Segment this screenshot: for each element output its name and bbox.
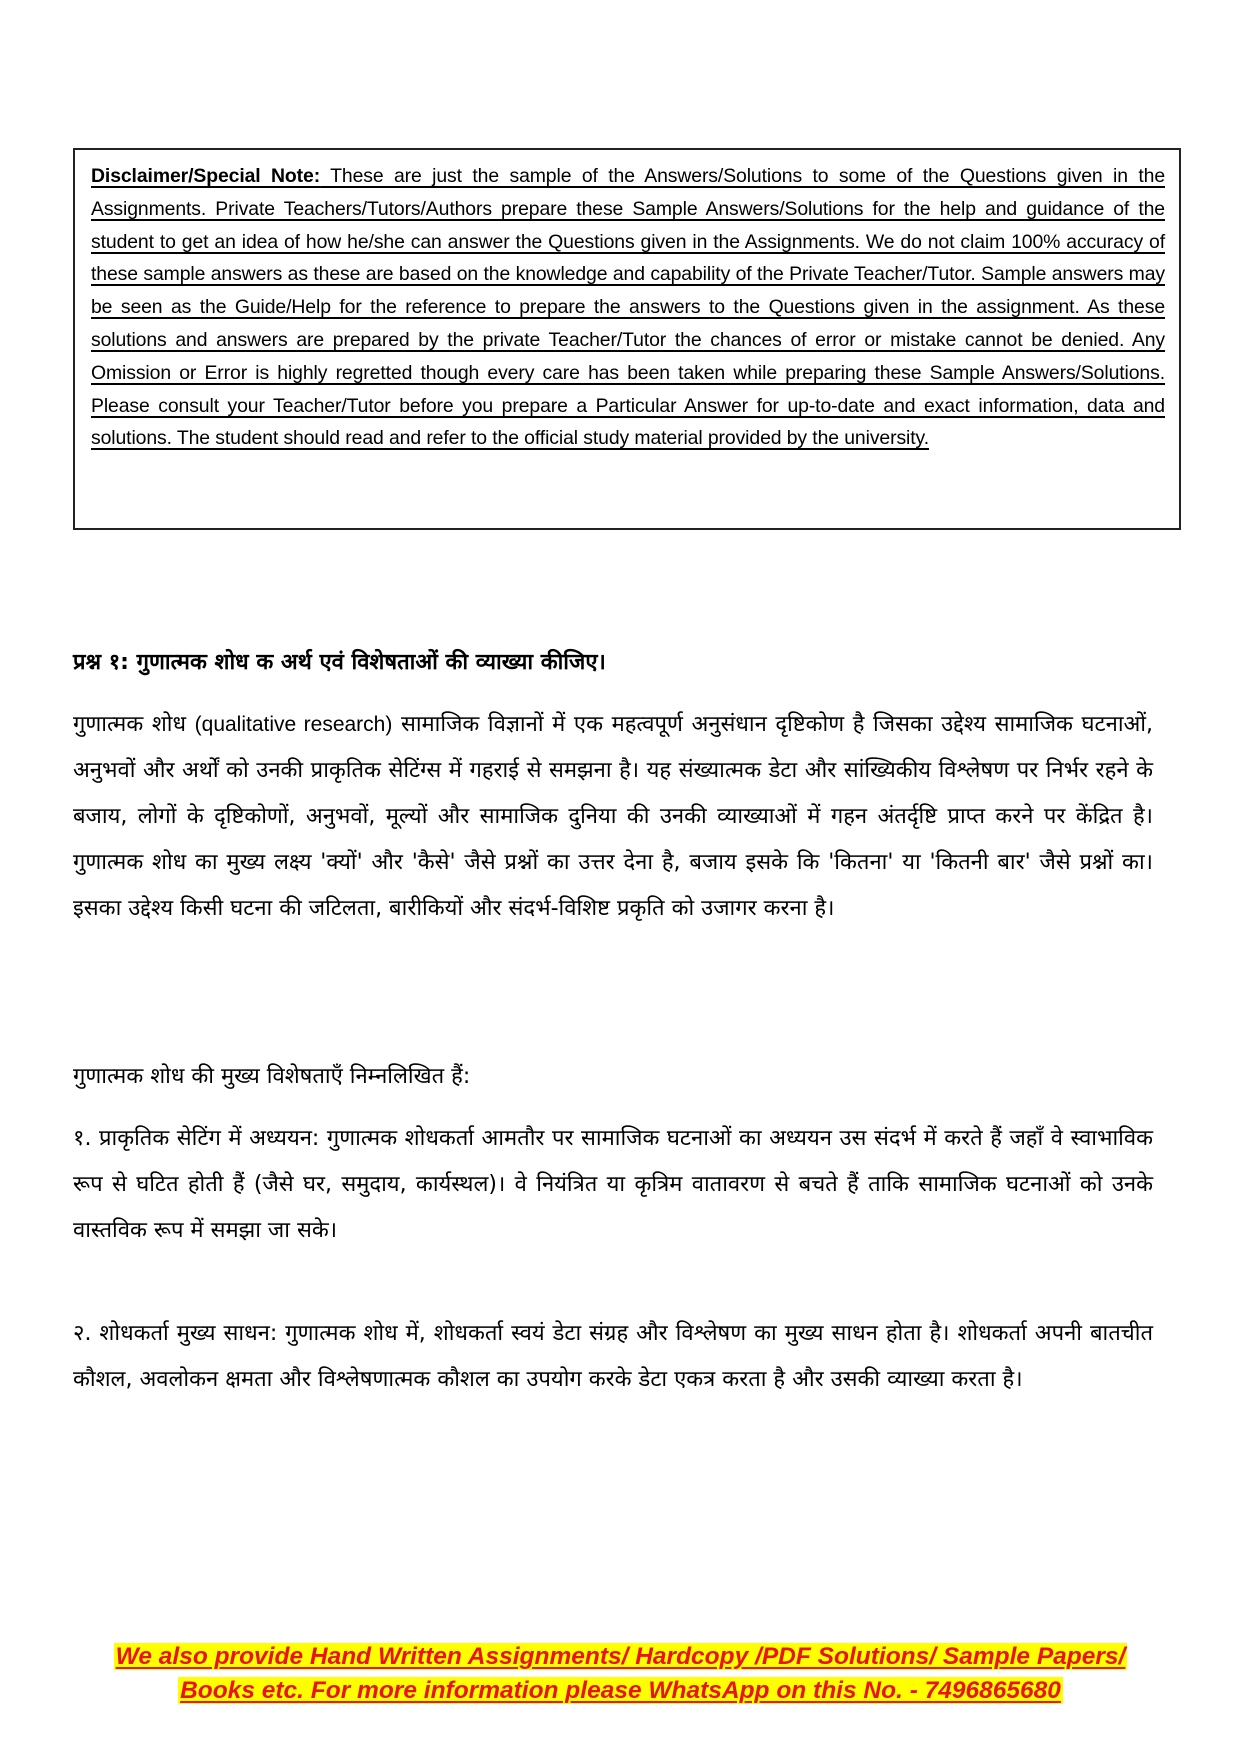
disclaimer-text (91, 160, 1165, 455)
disclaimer-box (73, 148, 1181, 530)
feature-point-2: २. शोधकर्ता मुख्य साधन: गुणात्मक शोध में, शोधकर्ता स्वयं डेटा संग्रह और विश्लेषण का मुख्य साधन होता है। शोधकर्ता अपनी बातचीत कौशल, अवलोकन क्षमता और विश्लेषणात्मक कौशल का उपयोग करके डेटा एकत्र करता है और उसकी व्याख्या करता है। (73, 1321, 1153, 1392)
disclaimer-lead: Disclaimer/Special Note: (91, 165, 321, 187)
promo-line-1: We also provide Hand Written Assignments/ Hardcopy /PDF Solutions/ Sample Papers/ (115, 1643, 1126, 1670)
intro-latin-term: (qualitative research) (194, 713, 393, 736)
promo-line-2: Books etc. For more information please WhatsApp on this No. - 7496865680 (180, 1677, 1061, 1704)
intro-text: सामाजिक विज्ञानों में एक महत्वपूर्ण अनुसंधान दृष्टिकोण है जिसका उद्देश्य सामाजिक घटनाओं, अनुभवों और अर्थों को उनकी प्राकृतिक सेटिंग्स में गहराई से समझना है। यह संख्यात्मक डेटा और सांख्यिकीय विश्लेषण पर निर्भर रहने के बजाय, लोगों के दृष्टिकोणों, अनुभवों, मूल्यों और सामाजिक दुनिया की उनकी व्याख्याओं में गहन अंतर्दृष्टि प्राप्त करने पर केंद्रित है। गुणात्मक शोध का मुख्य लक्ष्य 'क्यों' और 'कैसे' जैसे प्रश्नों का उत्तर देना है, बजाय इसके कि 'कितना' या 'कितनी बार' जैसे प्रश्नों का। इसका उद्देश्य किसी घटना की जटिलता, बारीकियों और संदर्भ-विशिष्ट प्रकृति को उजागर करना है। (73, 712, 1153, 921)
features-lead-paragraph: गुणात्मक शोध की मुख्य विशेषताएँ निम्नलिखित हैं: (73, 1064, 471, 1089)
question-heading: प्रश्न १: गुणात्मक शोध क अर्थ एवं विशेषताओं की व्याख्या कीजिए। (73, 650, 606, 675)
answer-intro-paragraph (73, 702, 1153, 932)
feature-point-1: १. प्राकृतिक सेटिंग में अध्ययन: गुणात्मक शोधकर्ता आमतौर पर सामाजिक घटनाओं का अध्ययन उस संदर्भ में करते हैं जहाँ वे स्वाभाविक रूप से घटित होती हैं (जैसे घर, समुदाय, कार्यस्थल)। वे नियंत्रित या कृत्रिम वातावरण से बचते हैं ताकि सामाजिक घटनाओं को उनके वास्तविक रूप में समझा जा सके। (73, 1126, 1153, 1243)
disclaimer-body: These are just the sample of the Answers/Solutions to some of the Questions given in the Assignments. Private Teachers/Tutors/Authors prepare these Sample Answers/Solutions for the help and guidance of the student to get an idea of how he/she can answer the Questions given in the Assignments. We do not claim 100% accuracy of these sample answers as these are based on the knowledge and capability of the Private Teacher/Tutor. Sample answers may be seen as the Guide/Help for the reference to prepare the answers to the Questions given in the assignment. As these solutions and answers are prepared by the private Teacher/Tutor the chances of error or mistake cannot be denied. Any Omission or Error is highly regretted though every care has been taken while preparing these Sample Answers/Solutions. Please consult your Teacher/Tutor before you prepare a Particular Answer for up-to-date and exact information, data and solutions. The student should read and refer to the official study material provided by the university. (91, 165, 1165, 450)
intro-prefix: गुणात्मक शोध (73, 712, 195, 737)
promo-banner (0, 1640, 1241, 1708)
